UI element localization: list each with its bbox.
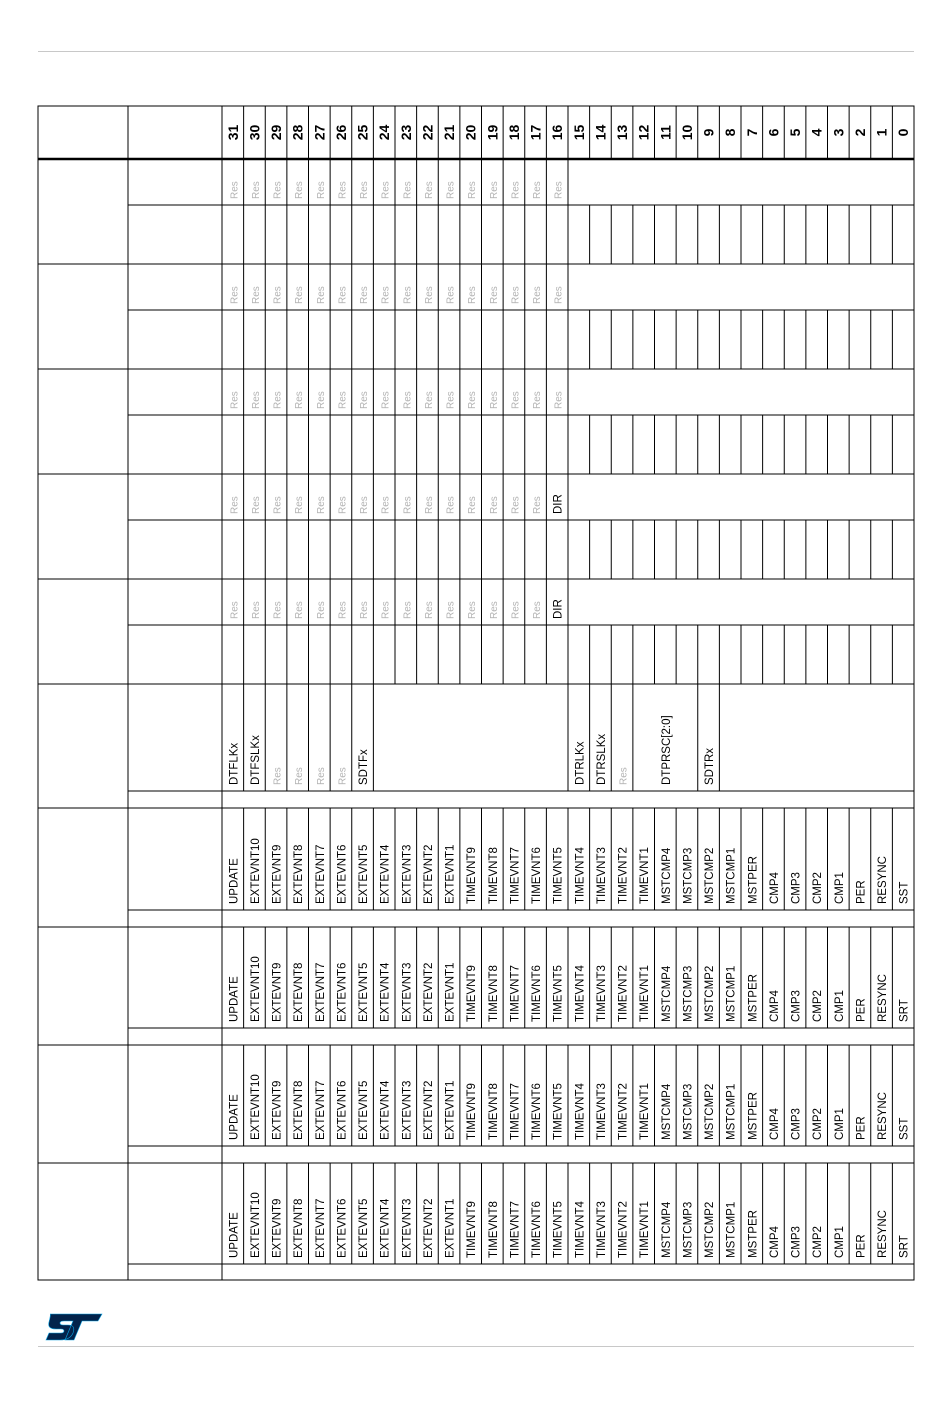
reserved-bit-label: Res	[445, 496, 457, 514]
field-label: CMP1	[833, 1108, 846, 1140]
field-label: EXTEVNT7	[314, 1198, 327, 1258]
field-label: EXTEVNT6	[336, 962, 349, 1022]
bit-number-label: 29	[268, 124, 285, 141]
reserved-bit-label: Res	[402, 496, 414, 514]
reserved-bit-label: Res	[423, 391, 435, 409]
field-label: CMP3	[790, 1226, 803, 1258]
field-label: MSTPER	[747, 1210, 760, 1258]
field-label: MSTPER	[747, 974, 760, 1022]
reserved-bit-label: Res	[488, 286, 500, 304]
reserved-bit-label: Res	[467, 391, 479, 409]
field-label: EXTEVNT5	[358, 1198, 371, 1258]
reserved-bit-label: Res	[510, 601, 522, 619]
reserved-bit-label: Res	[229, 286, 241, 304]
bit-number-label: 26	[332, 124, 349, 141]
field-label: MSTPER	[747, 1092, 760, 1140]
field-label: UPDATE	[228, 976, 241, 1022]
reserved-bit-label: Res	[250, 286, 262, 304]
field-label: DTFSLKx	[249, 735, 262, 785]
bit-number-label: 12	[635, 124, 652, 141]
reserved-bit-label: Res	[553, 181, 565, 199]
reserved-bit-label: Res	[272, 601, 284, 619]
reserved-bit-label: Res	[510, 391, 522, 409]
field-label: RESYNC	[877, 1210, 890, 1258]
reserved-bit-label: Res	[618, 767, 630, 785]
bit-number-label: 1	[873, 128, 890, 137]
reserved-bit-label: Res	[510, 181, 522, 199]
bit-number-label: 21	[441, 124, 458, 141]
reserved-bit-label: Res	[402, 601, 414, 619]
bit-number-label: 4	[808, 128, 825, 137]
reserved-bit-label: Res	[272, 496, 284, 514]
field-label: TIMEVNT6	[531, 1083, 544, 1140]
reserved-bit-label: Res	[294, 601, 306, 619]
reserved-bit-label: Res	[402, 391, 414, 409]
field-label: TIMEVNT6	[531, 965, 544, 1022]
field-label: TIMEVNT9	[466, 965, 479, 1022]
field-label: EXTEVNT1	[444, 962, 457, 1022]
field-label: PER	[855, 1116, 868, 1140]
bit-number-label: 10	[678, 124, 695, 141]
reserved-bit-label: Res	[553, 391, 565, 409]
reserved-bit-label: Res	[445, 286, 457, 304]
reserved-bit-label: Res	[337, 496, 349, 514]
reserved-bit-label: Res	[294, 767, 306, 785]
reserved-bit-label: Res	[250, 391, 262, 409]
field-label: TIMEVNT5	[552, 1083, 565, 1140]
reserved-bit-label: Res	[250, 181, 262, 199]
field-label: TIMEVNT4	[574, 1201, 587, 1258]
reserved-bit-label: Res	[294, 181, 306, 199]
field-label: SRT	[898, 1235, 911, 1258]
reserved-bit-label: Res	[423, 496, 435, 514]
reserved-bit-label: Res	[337, 391, 349, 409]
field-label: TIMEVNT1	[639, 847, 652, 904]
field-label: TIMEVNT8	[487, 965, 500, 1022]
reserved-bit-label: Res	[315, 767, 327, 785]
field-label: EXTEVNT10	[249, 956, 262, 1022]
field-label: EXTEVNT7	[314, 962, 327, 1022]
reserved-bit-label: Res	[467, 286, 479, 304]
field-label: EXTEVNT10	[249, 1074, 262, 1140]
field-label: CMP4	[768, 872, 781, 904]
field-label: EXTEVNT2	[422, 1080, 435, 1140]
reserved-bit-label: Res	[488, 391, 500, 409]
field-label: MSTCMP3	[682, 847, 695, 904]
reserved-bit-label: Res	[250, 496, 262, 514]
field-label: PER	[855, 880, 868, 904]
field-label: MSTCMP2	[704, 1083, 717, 1140]
reserved-bit-label: Res	[359, 286, 371, 304]
st-logo-mark	[46, 1314, 102, 1340]
field-label: TIMEVNT7	[509, 965, 522, 1022]
field-label: TIMEVNT3	[595, 965, 608, 1022]
reserved-bit-label: Res	[467, 496, 479, 514]
field-label: TIMEVNT6	[531, 1201, 544, 1258]
field-label: UPDATE	[228, 858, 241, 904]
bit-number-label: 22	[419, 124, 436, 141]
reserved-bit-label: Res	[510, 496, 522, 514]
field-label: CMP2	[812, 1108, 825, 1140]
field-label: EXTEVNT8	[293, 962, 306, 1022]
field-label: UPDATE	[228, 1212, 241, 1258]
bit-number-label: 27	[311, 124, 328, 141]
field-label: EXTEVNT10	[249, 838, 262, 904]
field-label: CMP4	[768, 990, 781, 1022]
bit-number-label: 25	[354, 124, 371, 141]
field-label: EXTEVNT3	[401, 844, 414, 904]
field-label: MSTCMP2	[704, 1201, 717, 1258]
reserved-bit-label: Res	[423, 286, 435, 304]
field-label: EXTEVNT4	[379, 844, 392, 904]
field-label: EXTEVNT7	[314, 844, 327, 904]
reserved-bit-label: Res	[467, 181, 479, 199]
field-label: EXTEVNT6	[336, 1198, 349, 1258]
field-label: EXTEVNT8	[293, 1080, 306, 1140]
field-label: TIMEVNT2	[617, 965, 630, 1022]
reserved-bit-label: Res	[380, 181, 392, 199]
field-label: EXTEVNT1	[444, 1198, 457, 1258]
reserved-bit-label: Res	[272, 181, 284, 199]
reserved-bit-label: Res	[337, 286, 349, 304]
bit-number-label: 23	[397, 124, 414, 141]
reserved-bit-label: Res	[423, 601, 435, 619]
reserved-bit-label: Res	[294, 496, 306, 514]
field-label: CMP2	[812, 1226, 825, 1258]
reserved-bit-label: Res	[337, 181, 349, 199]
field-label: PER	[855, 1234, 868, 1258]
reserved-bit-label: Res	[315, 496, 327, 514]
field-label: EXTEVNT9	[271, 962, 284, 1022]
reserved-bit-label: Res	[294, 286, 306, 304]
field-label: TIMEVNT9	[466, 1201, 479, 1258]
reserved-bit-label: Res	[488, 496, 500, 514]
reserved-bit-label: Res	[229, 391, 241, 409]
field-label: MSTCMP4	[660, 1083, 673, 1140]
bit-number-label: 31	[224, 124, 241, 141]
field-label: SDTFx	[358, 749, 371, 785]
reserved-bit-label: Res	[445, 181, 457, 199]
field-label: EXTEVNT6	[336, 844, 349, 904]
bit-number-label: 14	[592, 124, 609, 141]
bit-number-label: 15	[570, 124, 587, 141]
reserved-bit-label: Res	[337, 601, 349, 619]
field-label: CMP4	[768, 1226, 781, 1258]
field-label: TIMEVNT5	[552, 847, 565, 904]
field-label: CMP3	[790, 1108, 803, 1140]
field-label: EXTEVNT6	[336, 1080, 349, 1140]
field-label: TIMEVNT5	[552, 965, 565, 1022]
field-label: MSTCMP4	[660, 965, 673, 1022]
reserved-bit-label: Res	[229, 601, 241, 619]
reserved-bit-label: Res	[532, 181, 544, 199]
bit-number-label: 3	[830, 128, 847, 137]
field-label: EXTEVNT3	[401, 1080, 414, 1140]
reserved-bit-label: Res	[532, 496, 544, 514]
reserved-bit-label: Res	[488, 181, 500, 199]
st-logo	[44, 1312, 104, 1342]
field-label: EXTEVNT3	[401, 962, 414, 1022]
field-label: CMP1	[833, 990, 846, 1022]
bit-number-label: 20	[462, 124, 479, 141]
field-label: EXTEVNT2	[422, 1198, 435, 1258]
field-label: EXTEVNT7	[314, 1080, 327, 1140]
field-label: TIMEVNT4	[574, 965, 587, 1022]
field-label: DTPRSC[2:0]	[660, 715, 673, 785]
field-label: MSTCMP3	[682, 1201, 695, 1258]
bit-number-label: 0	[895, 128, 912, 137]
field-label: EXTEVNT1	[444, 844, 457, 904]
field-label: SRT	[898, 999, 911, 1022]
field-label: DIR	[552, 599, 565, 619]
field-label: EXTEVNT10	[249, 1192, 262, 1258]
reserved-bit-label: Res	[272, 286, 284, 304]
bit-number-label: 11	[657, 125, 674, 140]
reserved-bit-label: Res	[532, 391, 544, 409]
field-label: CMP2	[812, 990, 825, 1022]
field-label: EXTEVNT4	[379, 1198, 392, 1258]
field-label: MSTPER	[747, 856, 760, 904]
field-label: MSTCMP2	[704, 965, 717, 1022]
reserved-bit-label: Res	[315, 391, 327, 409]
field-label: PER	[855, 998, 868, 1022]
bit-number-label: 2	[851, 128, 868, 137]
field-label: TIMEVNT3	[595, 1083, 608, 1140]
reserved-bit-label: Res	[467, 601, 479, 619]
bit-number-label: 19	[484, 124, 501, 141]
field-label: EXTEVNT5	[358, 962, 371, 1022]
field-label: EXTEVNT4	[379, 962, 392, 1022]
reserved-bit-label: Res	[250, 601, 262, 619]
field-label: TIMEVNT7	[509, 1201, 522, 1258]
reserved-bit-label: Res	[315, 601, 327, 619]
field-label: CMP1	[833, 872, 846, 904]
field-label: MSTCMP3	[682, 1083, 695, 1140]
field-label: MSTCMP1	[725, 965, 738, 1022]
reserved-bit-label: Res	[553, 286, 565, 304]
reserved-bit-label: Res	[510, 286, 522, 304]
field-label: TIMEVNT4	[574, 847, 587, 904]
bit-number-label: 30	[246, 124, 263, 141]
field-label: DTFLKx	[228, 742, 241, 785]
reserved-bit-label: Res	[359, 496, 371, 514]
reserved-bit-label: Res	[272, 391, 284, 409]
field-label: CMP3	[790, 872, 803, 904]
reserved-bit-label: Res	[315, 181, 327, 199]
field-label: TIMEVNT3	[595, 847, 608, 904]
field-label: TIMEVNT7	[509, 847, 522, 904]
field-label: SDTRx	[704, 747, 717, 785]
field-label: EXTEVNT3	[401, 1198, 414, 1258]
reserved-bit-label: Res	[532, 601, 544, 619]
field-label: EXTEVNT5	[358, 1080, 371, 1140]
reserved-bit-label: Res	[337, 767, 349, 785]
field-label: DIR	[552, 494, 565, 514]
field-label: RESYNC	[877, 1092, 890, 1140]
field-label: EXTEVNT1	[444, 1080, 457, 1140]
field-label: RESYNC	[877, 974, 890, 1022]
field-label: EXTEVNT4	[379, 1080, 392, 1140]
field-label: TIMEVNT1	[639, 1201, 652, 1258]
bit-number-label: 24	[376, 124, 393, 141]
reserved-bit-label: Res	[315, 286, 327, 304]
reserved-bit-label: Res	[445, 601, 457, 619]
reserved-bit-label: Res	[380, 286, 392, 304]
field-label: TIMEVNT6	[531, 847, 544, 904]
field-label: MSTCMP4	[660, 1201, 673, 1258]
reserved-bit-label: Res	[532, 286, 544, 304]
field-label: TIMEVNT8	[487, 1083, 500, 1140]
reserved-bit-label: Res	[380, 496, 392, 514]
reserved-bit-label: Res	[445, 391, 457, 409]
bit-number-label: 5	[787, 128, 804, 137]
bit-number-label: 13	[614, 124, 631, 141]
bit-number-label: 16	[549, 124, 566, 141]
field-label: TIMEVNT1	[639, 1083, 652, 1140]
field-label: TIMEVNT2	[617, 847, 630, 904]
field-label: EXTEVNT8	[293, 844, 306, 904]
field-label: CMP3	[790, 990, 803, 1022]
reserved-bit-label: Res	[402, 286, 414, 304]
reserved-bit-label: Res	[423, 181, 435, 199]
field-label: CMP4	[768, 1108, 781, 1140]
field-label: TIMEVNT4	[574, 1083, 587, 1140]
field-label: UPDATE	[228, 1094, 241, 1140]
field-label: TIMEVNT9	[466, 1083, 479, 1140]
field-label: TIMEVNT2	[617, 1201, 630, 1258]
field-label: CMP2	[812, 872, 825, 904]
reserved-bit-label: Res	[488, 601, 500, 619]
reserved-bit-label: Res	[272, 767, 284, 785]
field-label: EXTEVNT5	[358, 844, 371, 904]
field-label: TIMEVNT1	[639, 965, 652, 1022]
bit-number-label: 18	[505, 124, 522, 141]
field-label: MSTCMP3	[682, 965, 695, 1022]
field-label: TIMEVNT9	[466, 847, 479, 904]
reserved-bit-label: Res	[359, 391, 371, 409]
field-label: TIMEVNT8	[487, 1201, 500, 1258]
reserved-bit-label: Res	[380, 601, 392, 619]
field-label: MSTCMP1	[725, 847, 738, 904]
field-label: SST	[898, 1117, 911, 1140]
field-label: EXTEVNT8	[293, 1198, 306, 1258]
field-label: TIMEVNT2	[617, 1083, 630, 1140]
field-label: MSTCMP2	[704, 847, 717, 904]
field-label: TIMEVNT3	[595, 1201, 608, 1258]
field-label: RESYNC	[877, 856, 890, 904]
reserved-bit-label: Res	[359, 181, 371, 199]
field-label: MSTCMP1	[725, 1083, 738, 1140]
field-label: MSTCMP4	[660, 847, 673, 904]
reserved-bit-label: Res	[294, 391, 306, 409]
bit-number-label: 17	[527, 124, 544, 141]
bit-number-label: 28	[289, 124, 306, 141]
field-label: TIMEVNT5	[552, 1201, 565, 1258]
reserved-bit-label: Res	[402, 181, 414, 199]
field-label: MSTCMP1	[725, 1201, 738, 1258]
bit-number-label: 6	[765, 128, 782, 137]
bit-number-label: 8	[722, 128, 739, 137]
field-label: DTRLKx	[574, 741, 587, 785]
field-label: SST	[898, 881, 911, 904]
field-label: EXTEVNT9	[271, 844, 284, 904]
field-label: DTRSLKx	[595, 733, 608, 785]
reserved-bit-label: Res	[229, 181, 241, 199]
reserved-bit-label: Res	[359, 601, 371, 619]
field-label: EXTEVNT2	[422, 844, 435, 904]
reserved-bit-label: Res	[380, 391, 392, 409]
field-label: EXTEVNT9	[271, 1080, 284, 1140]
reserved-bit-label: Res	[229, 496, 241, 514]
field-label: TIMEVNT7	[509, 1083, 522, 1140]
bit-number-label: 7	[743, 128, 760, 137]
field-label: EXTEVNT9	[271, 1198, 284, 1258]
field-label: CMP1	[833, 1226, 846, 1258]
field-label: EXTEVNT2	[422, 962, 435, 1022]
bit-number-label: 9	[700, 128, 717, 137]
field-label: TIMEVNT8	[487, 847, 500, 904]
